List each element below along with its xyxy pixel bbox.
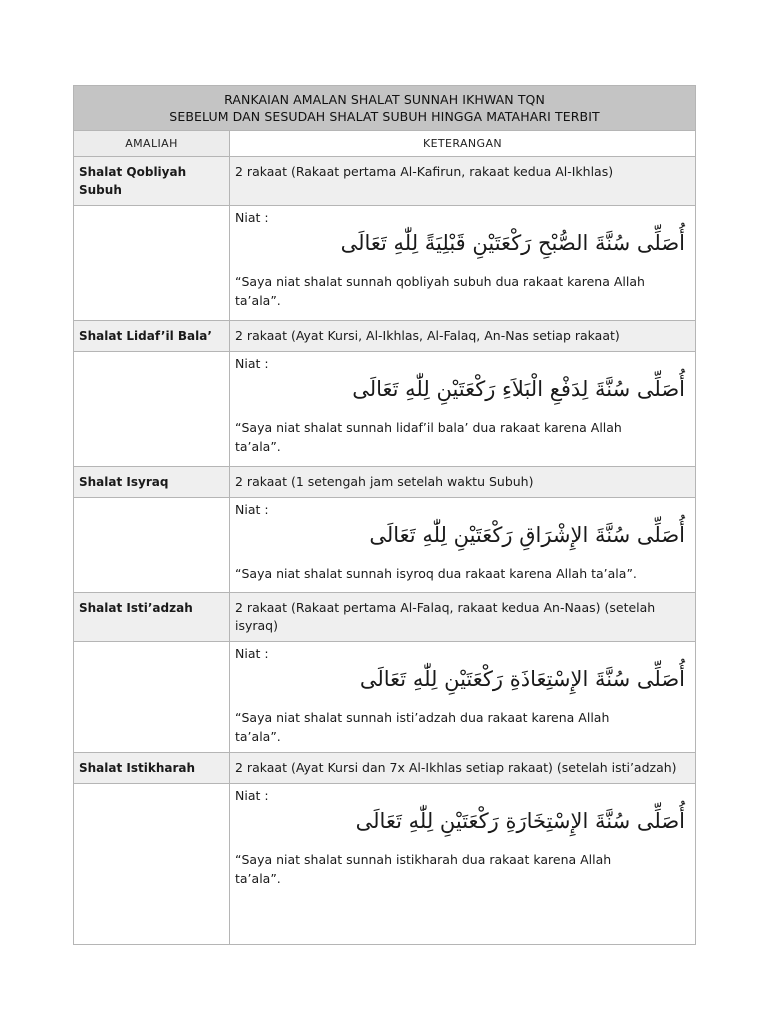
amaliah-detail: 2 rakaat (Rakaat pertama Al-Kafirun, rakaat kedua Al-Ikhlas) [230, 157, 696, 206]
niat-row [74, 352, 696, 467]
niat-translation: “Saya niat shalat sunnah isti’adzah dua rakaat karena Allah ta’ala”. [235, 710, 610, 744]
amalan-table [73, 85, 696, 945]
table-row [74, 321, 696, 352]
niat-label: Niat : [235, 356, 269, 371]
niat-translation: “Saya niat shalat sunnah isyroq dua rakaat karena Allah ta’ala”. [235, 566, 637, 581]
amaliah-detail: 2 rakaat (Rakaat pertama Al-Falaq, rakaat kedua An-Naas) (setelah isyraq) [230, 593, 696, 642]
niat-row [74, 206, 696, 321]
arabic-niat: أُصَلِّى سُنَّةَ الصُّبْحِ رَكْعَتَيْنِ قَبْلِيَةً لِلّٰهِ تَعَالَى [340, 231, 686, 255]
column-header-keterangan: KETERANGAN [230, 131, 696, 157]
empty-cell [74, 206, 230, 321]
arabic-niat: أُصَلِّى سُنَّةَ لِدَفْعِ الْبَلاَءِ رَكْعَتَيْنِ لِلّٰهِ تَعَالَى [352, 377, 686, 401]
document-title [74, 86, 696, 131]
niat-label: Niat : [235, 788, 269, 803]
niat-translation: “Saya niat shalat sunnah lidaf’il bala’ dua rakaat karena Allah ta’ala”. [235, 420, 622, 454]
table-row [74, 753, 696, 784]
amaliah-detail: 2 rakaat (Ayat Kursi, Al-Ikhlas, Al-Falaq, An-Nas setiap rakaat) [230, 321, 696, 352]
title-line-2: SEBELUM DAN SESUDAH SHALAT SUBUH HINGGA MATAHARI TERBIT [169, 109, 600, 124]
niat-label: Niat : [235, 210, 269, 225]
niat-label: Niat : [235, 646, 269, 661]
table-row [74, 593, 696, 642]
niat-translation: “Saya niat shalat sunnah istikharah dua rakaat karena Allah ta’ala”. [235, 852, 612, 886]
title-row [74, 86, 696, 131]
arabic-niat: أُصَلِّى سُنَّةَ الإِشْرَاقِ رَكْعَتَيْنِ لِلّٰهِ تَعَالَى [369, 523, 686, 547]
niat-cell [230, 642, 696, 753]
niat-cell [230, 498, 696, 593]
title-line-1: RANKAIAN AMALAN SHALAT SUNNAH IKHWAN TQN [224, 92, 545, 107]
niat-translation: “Saya niat shalat sunnah qobliyah subuh dua rakaat karena Allah ta’ala”. [235, 274, 645, 308]
amaliah-name: Shalat Lidaf’il Bala’ [74, 321, 230, 352]
amaliah-name: Shalat Isti’adzah [74, 593, 230, 642]
amaliah-name: Shalat Isyraq [74, 467, 230, 498]
niat-cell [230, 206, 696, 321]
empty-cell [74, 352, 230, 467]
amaliah-name: Shalat Istikharah [74, 753, 230, 784]
amaliah-detail: 2 rakaat (Ayat Kursi dan 7x Al-Ikhlas setiap rakaat) (setelah isti’adzah) [230, 753, 696, 784]
niat-row [74, 784, 696, 945]
arabic-niat: أُصَلِّى سُنَّةَ الإِسْتِخَارَةِ رَكْعَتَيْنِ لِلّٰهِ تَعَالَى [355, 809, 686, 833]
amaliah-detail: 2 rakaat (1 setengah jam setelah waktu Subuh) [230, 467, 696, 498]
header-row [74, 131, 696, 157]
arabic-niat: أُصَلِّى سُنَّةَ الإِسْتِعَاذَةِ رَكْعَتَيْنِ لِلّٰهِ تَعَالَى [359, 667, 686, 691]
niat-label: Niat : [235, 502, 269, 517]
table-row [74, 467, 696, 498]
niat-cell [230, 352, 696, 467]
column-header-amaliah: AMALIAH [74, 131, 230, 157]
empty-cell [74, 642, 230, 753]
amaliah-name: Shalat Qobliyah Subuh [74, 157, 230, 206]
niat-cell [230, 784, 696, 945]
niat-row [74, 642, 696, 753]
empty-cell [74, 498, 230, 593]
table-row [74, 157, 696, 206]
niat-row [74, 498, 696, 593]
empty-cell [74, 784, 230, 945]
